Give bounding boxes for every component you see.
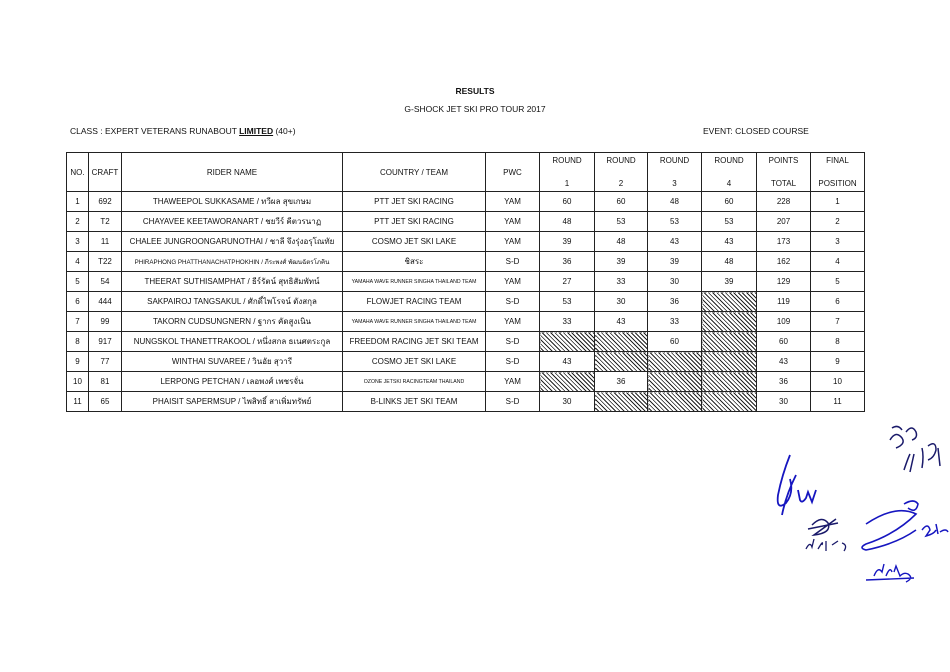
cell-round-3: 53 [648,212,702,232]
cell-rider: THAWEEPOL SUKKASAME / ทวีผล สุขเกษม [122,192,343,212]
cell-round-1: 53 [540,292,595,312]
cell-team: FLOWJET RACING TEAM [343,292,486,312]
cell-team: COSMO JET SKI LAKE [343,352,486,372]
cell-craft: 81 [89,372,122,392]
cell-points-total: 60 [757,332,811,352]
cell-round-2: 33 [595,272,648,292]
cell-craft: 54 [89,272,122,292]
table-row [67,332,865,352]
cell-round-2: 48 [595,232,648,252]
cell-points-total: 119 [757,292,811,312]
cell-pwc: YAM [486,372,540,392]
cell-points-total: 228 [757,192,811,212]
class-suffix: (40+) [273,126,296,136]
cell-team: ชิสระ [343,252,486,272]
cell-round-4 [702,312,757,332]
cell-round-4 [702,292,757,312]
cell-round-4: 48 [702,252,757,272]
col-round-3 [648,153,702,192]
cell-round-2 [595,352,648,372]
table-row [67,232,865,252]
cell-team: FREEDOM RACING JET SKI TEAM [343,332,486,352]
cell-final-position: 10 [811,372,865,392]
cell-team: PTT JET SKI RACING [343,212,486,232]
header-row [67,153,865,192]
cell-round-3 [648,392,702,412]
cell-no: 10 [67,372,89,392]
col-team: COUNTRY / TEAM [343,153,486,192]
cell-round-3: 30 [648,272,702,292]
col-final [811,153,865,192]
cell-craft: 11 [89,232,122,252]
cell-points-total: 43 [757,352,811,372]
table-row [67,352,865,372]
cell-rider: SAKPAIROJ TANGSAKUL / ศักดิ์ไพโรจน์ ตังสกุล [122,292,343,312]
col-final-position: POSITION [818,179,857,188]
cell-craft: 692 [89,192,122,212]
cell-round-1: 27 [540,272,595,292]
col-final-label: FINAL [826,156,849,165]
signature-1 [884,418,950,479]
cell-team: YAMAHA WAVE RUNNER SINGHA THAILAND TEAM [343,272,486,292]
cell-final-position: 2 [811,212,865,232]
cell-round-2: 43 [595,312,648,332]
col-round-4-num: 4 [726,179,732,188]
cell-round-3: 43 [648,232,702,252]
cell-craft: T22 [89,252,122,272]
cell-pwc: YAM [486,212,540,232]
cell-no: 7 [67,312,89,332]
col-round-1 [540,153,595,192]
cell-round-3: 33 [648,312,702,332]
cell-no: 11 [67,392,89,412]
cell-round-4: 39 [702,272,757,292]
cell-round-3: 39 [648,252,702,272]
cell-round-3 [648,352,702,372]
cell-no: 1 [67,192,89,212]
col-round-4-label: ROUND [714,156,744,165]
cell-no: 4 [67,252,89,272]
cell-points-total: 162 [757,252,811,272]
cell-rider: NUNGSKOL THANETTRAKOOL / หนึ่งสกล ธเนศตระกูล [122,332,343,352]
cell-points-total: 109 [757,312,811,332]
cell-pwc: YAM [486,192,540,212]
cell-team: PTT JET SKI RACING [343,192,486,212]
class-highlight: LIMITED [239,126,274,136]
cell-final-position: 9 [811,352,865,372]
col-points-label: POINTS [768,156,799,165]
cell-rider: LERPONG PETCHAN / เลอพงศ์ เพชรจั่น [122,372,343,392]
cell-craft: 77 [89,352,122,372]
col-round-3-label: ROUND [659,156,690,165]
cell-round-1: 33 [540,312,595,332]
cell-final-position: 8 [811,332,865,352]
col-round-2-label: ROUND [606,156,636,165]
col-round-2-num: 2 [618,179,624,188]
table-row [67,252,865,272]
cell-round-1: 36 [540,252,595,272]
cell-craft: 917 [89,332,122,352]
cell-pwc: S-D [486,352,540,372]
cell-pwc: S-D [486,252,540,272]
cell-points-total: 173 [757,232,811,252]
class-prefix: CLASS : EXPERT VETERANS RUNABOUT [70,126,240,136]
cell-craft: 99 [89,312,122,332]
cell-round-2: 39 [595,252,648,272]
cell-no: 8 [67,332,89,352]
cell-no: 2 [67,212,89,232]
cell-points-total: 207 [757,212,811,232]
cell-pwc: YAM [486,312,540,332]
cell-team: OZONE JETSKI RACINGTEAM THAILAND [343,372,486,392]
cell-craft: 444 [89,292,122,312]
cell-rider: CHALEE JUNGROONGARUNOTHAI / ชาลี จึงรุ่งอรุโณทัย [122,232,343,252]
event-line: EVENT: CLOSED COURSE [703,126,809,136]
cell-round-1 [540,372,595,392]
cell-pwc: YAM [486,232,540,252]
cell-final-position: 7 [811,312,865,332]
col-round-4 [702,153,757,192]
cell-round-4 [702,372,757,392]
signature-4 [856,484,950,587]
cell-pwc: S-D [486,292,540,312]
col-round-2 [595,153,648,192]
col-round-1-num: 1 [564,179,570,188]
cell-craft: 65 [89,392,122,412]
cell-round-3 [648,372,702,392]
cell-rider: PHIRAPHONG PHATTHANACHATPHOKHIN / ภีระพงศ์ พัฒนฉัตรโภคิน [122,252,343,272]
table-row [67,372,865,392]
cell-points-total: 30 [757,392,811,412]
cell-final-position: 5 [811,272,865,292]
cell-round-3: 48 [648,192,702,212]
cell-round-1 [540,332,595,352]
cell-rider: PHAISIT SAPERMSUP / ไพสิทธิ์ สาเพิ่มทรัพย์ [122,392,343,412]
cell-no: 6 [67,292,89,312]
cell-team: B-LINKS JET SKI TEAM [343,392,486,412]
cell-round-1: 30 [540,392,595,412]
results-table [66,152,865,412]
cell-round-2: 30 [595,292,648,312]
table-row [67,392,865,412]
cell-rider: THEERAT SUTHISAMPHAT / ธีร์รัตน์ สุทธิสัมพัทน์ [122,272,343,292]
cell-round-2: 36 [595,372,648,392]
cell-final-position: 1 [811,192,865,212]
table-row [67,292,865,312]
cell-round-1: 39 [540,232,595,252]
cell-rider: TAKORN CUDSUNGNERN / ฐากร คัดสูงเนิน [122,312,343,332]
col-points [757,153,811,192]
results-title: RESULTS [455,86,495,96]
cell-round-2: 60 [595,192,648,212]
table-row [67,192,865,212]
signature-3 [802,505,852,562]
col-craft: CRAFT [89,153,122,192]
cell-round-2: 53 [595,212,648,232]
table-row [67,212,865,232]
cell-no: 3 [67,232,89,252]
cell-team: COSMO JET SKI LAKE [343,232,486,252]
cell-round-2 [595,332,648,352]
cell-final-position: 3 [811,232,865,252]
cell-round-4: 60 [702,192,757,212]
cell-final-position: 6 [811,292,865,312]
cell-craft: T2 [89,212,122,232]
col-points-total: TOTAL [770,179,797,188]
cell-round-1: 43 [540,352,595,372]
cell-round-3: 36 [648,292,702,312]
col-round-3-num: 3 [672,179,677,188]
tour-title: G-SHOCK JET SKI PRO TOUR 2017 [404,104,546,114]
cell-pwc: S-D [486,332,540,352]
col-rider: RIDER NAME [122,153,343,192]
cell-pwc: YAM [486,272,540,292]
cell-round-2 [595,392,648,412]
cell-round-4: 53 [702,212,757,232]
cell-round-4 [702,352,757,372]
cell-round-3: 60 [648,332,702,352]
table-row [67,272,865,292]
cell-round-1: 60 [540,192,595,212]
cell-pwc: S-D [486,392,540,412]
cell-no: 9 [67,352,89,372]
cell-rider: WINTHAI SUVAREE / วินอัย สุวารี [122,352,343,372]
cell-round-4: 43 [702,232,757,252]
cell-round-4 [702,332,757,352]
class-line [70,126,296,136]
cell-rider: CHAYAVEE KEETAWORANART / ชยวีร์ คีตวรนาฏ [122,212,343,232]
cell-round-1: 48 [540,212,595,232]
cell-points-total: 129 [757,272,811,292]
col-no: NO. [67,153,89,192]
col-round-1-label: ROUND [552,156,582,165]
cell-final-position: 4 [811,252,865,272]
table-row [67,312,865,332]
cell-round-4 [702,392,757,412]
cell-team: YAMAHA WAVE RUNNER SINGHA THAILAND TEAM [343,312,486,332]
col-pwc: PWC [486,153,540,192]
cell-points-total: 36 [757,372,811,392]
cell-final-position: 11 [811,392,865,412]
cell-no: 5 [67,272,89,292]
